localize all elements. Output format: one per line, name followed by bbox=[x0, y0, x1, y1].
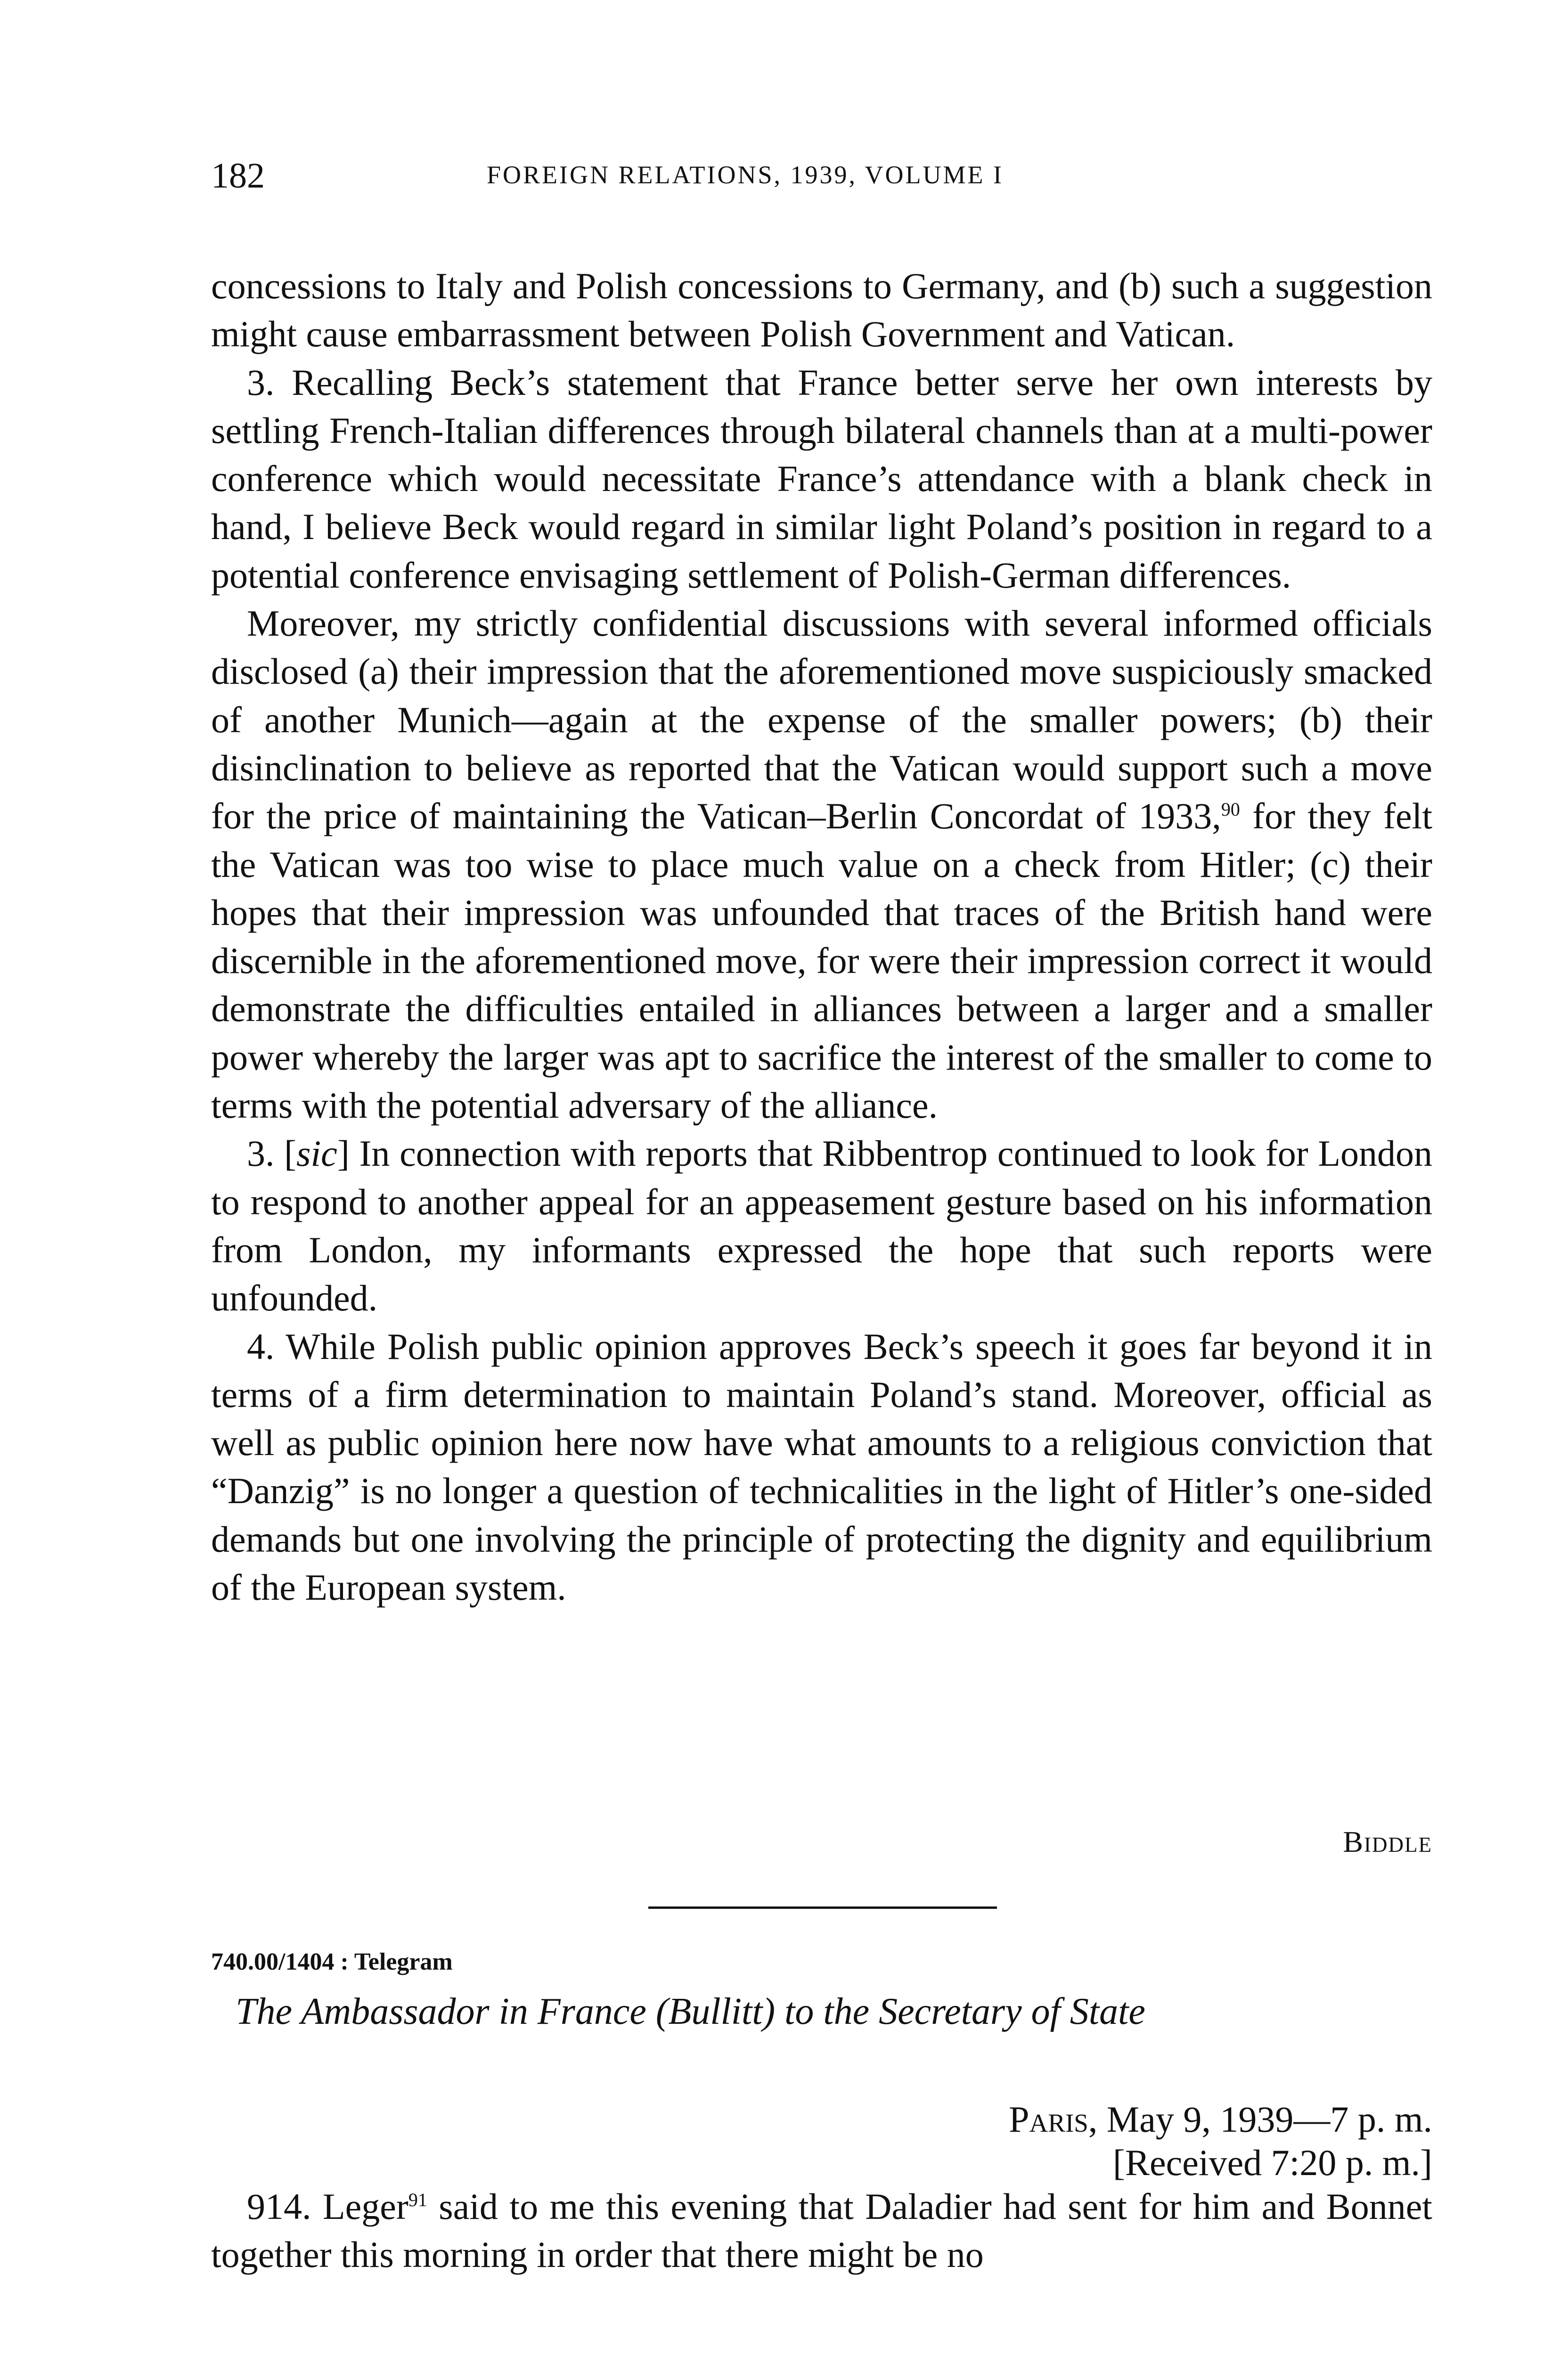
paragraph-continuation: concessions to Italy and Polish concessions to Germany, and (b) such a suggestion might cause embarrassment between Polish Government and Vatican. bbox=[211, 265, 1432, 355]
paragraph-4-public-opinion: 4. While Polish public opinion approves Beck’s speech it goes far beyond it in terms of a firm determination to maintain Poland’s stand. Moreover, official as well as public opinion here now have what amounts to a religious conviction that “Danzig” is no longer a question of technicalities in the light of Hitler’s one-sided demands but one involving the principle of protecting the dignity and equilibrium of the European system. bbox=[211, 1325, 1432, 1608]
paragraph-text: 3. [ bbox=[247, 1133, 297, 1174]
paragraph-text: Moreover, my strictly confidential discussions with several informed officials disclosed (a) their impression that the aforementioned move suspiciously smacked of another Munich—again at the expense of the smaller powers; (b) their disinclination to believe as reported that the Vatican would support such a move for the price of maintaining the Vatican–Berlin Concordat of 1933, bbox=[211, 603, 1432, 837]
signature: Biddle bbox=[1343, 1825, 1432, 1858]
footnote-ref-90: 90 bbox=[1221, 799, 1240, 820]
paragraph-text: for they felt the Vatican was too wise to place much value on a check from Hitler; (c) their hopes that their impression was unfounded that traces of the British hand were discernible in the aforementioned move, for were their impression correct it would demonstrate the difficulties entailed in alliances between a larger and a smaller power whereby the larger was apt to sacrifice the interest of the smaller to come to terms with the potential adversary of the alliance. bbox=[211, 795, 1432, 1126]
sic-note: sic bbox=[296, 1133, 337, 1174]
running-head bbox=[211, 155, 1436, 198]
date-text: May 9, 1939—7 p. m. bbox=[1097, 2099, 1432, 2140]
paragraph-914 bbox=[211, 2183, 1432, 2279]
place-name: Paris, bbox=[1009, 2099, 1098, 2140]
footnote-ref-91: 91 bbox=[408, 2189, 427, 2210]
received-line: [Received 7:20 p. m.] bbox=[1113, 2142, 1432, 2183]
dateline bbox=[211, 2098, 1432, 2184]
page-number: 182 bbox=[211, 156, 265, 196]
document-heading: The Ambassador in France (Bullitt) to the Secretary of State bbox=[236, 1991, 1145, 2032]
paragraph-text: 914. Leger bbox=[247, 2186, 408, 2227]
paragraph-3-beck-statement: 3. Recalling Beck’s statement that France better serve her own interests by settling French-Italian differences through bilateral channels than at a multi-power conference which would necessitate France’s attendance with a blank check in hand, I believe Beck would regard in similar light Poland’s position in regard to a potential conference envisaging settlement of Polish-German differences. bbox=[211, 361, 1432, 596]
paragraph-confidential-discussions bbox=[211, 599, 1432, 1129]
section-separator bbox=[648, 1906, 997, 1909]
paragraph-text: said to me this evening that Daladier had sent for him and Bonnet together this morning in order that there might be no bbox=[211, 2186, 1432, 2275]
date-line bbox=[211, 2098, 1432, 2141]
paragraph-3-sic-ribbentrop bbox=[211, 1129, 1432, 1322]
telegram-body bbox=[211, 2183, 1432, 2279]
volume-title: FOREIGN RELATIONS, 1939, VOLUME I bbox=[487, 161, 1004, 189]
file-number: 740.00/1404 : Telegram bbox=[211, 1948, 453, 1975]
body-text bbox=[211, 262, 1432, 1612]
paragraph-text: ] In connection with reports that Ribbentrop continued to look for London to respond to another appeal for an appeasement gesture based on his information from London, my informants expressed the hope that such reports were unfounded. bbox=[211, 1133, 1433, 1319]
